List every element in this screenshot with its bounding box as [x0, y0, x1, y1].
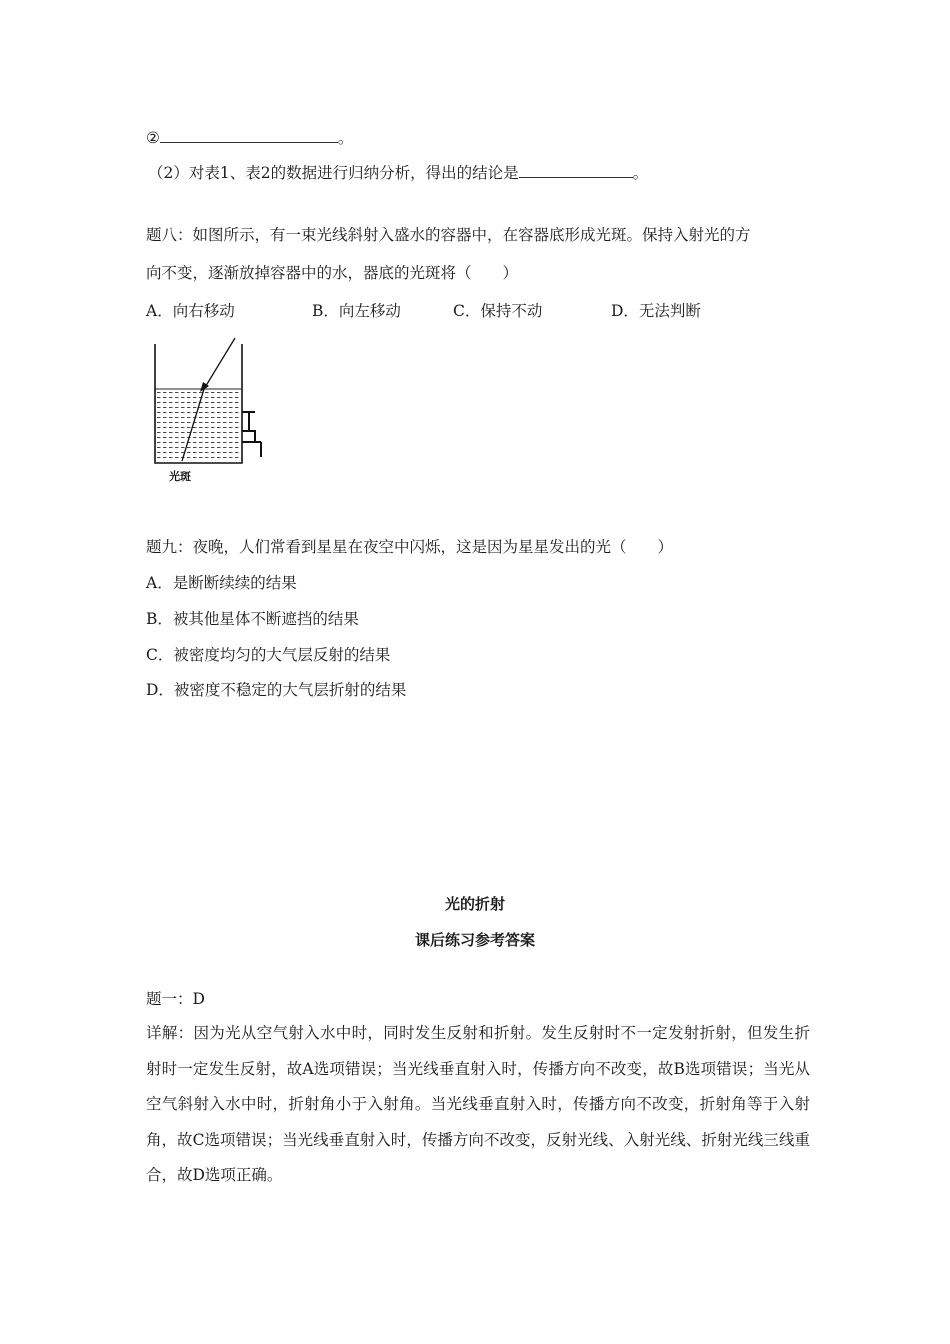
q7-item2-blank: [160, 128, 338, 143]
water-fill: [155, 389, 241, 461]
q7-item2-suffix: 。: [337, 129, 354, 147]
q8-option-d: D．无法判断: [611, 302, 701, 320]
q9-option-d: D．被密度不稳定的大气层折射的结果: [146, 681, 407, 699]
q7-sub2-suffix: 。: [632, 164, 649, 182]
q7-sub2-text: （2）对表1、表2的数据进行归纳分析，得出的结论是: [148, 164, 519, 182]
answers-title: 光的折射: [444, 895, 505, 913]
q7-sub2: [148, 163, 648, 183]
q8-option-c: C．保持不动: [453, 302, 543, 320]
answer-q1-detail: 详解：因为光从空气射入水中时，同时发生反射和折射。发生反射时不一定发射折射，但发生折射时一定发生反射，故A选项错误；当光线垂直射入时，传播方向不改变，故B选项错误；当光从空气斜射入水中时，折射角小于入射角。当光线垂直射入时，传播方向不改变，折射角等于入射角，故C选项错误；当光线垂直射入时，传播方向不改变，反射光线、入射光线、折射光线三线重合，故D选项正确。: [146, 1024, 810, 1184]
q8-option-b: B．向左移动: [312, 302, 401, 320]
drain-tap: [242, 412, 261, 457]
q9-question: 题九：夜晚，人们常看到星星在夜空中闪烁，这是因为星星发出的光（ ）: [146, 538, 674, 556]
q8-figure-label: 光斑: [169, 470, 191, 483]
q9-option-b: B．被其他星体不断遮挡的结果: [146, 610, 359, 628]
q7-item2: [146, 128, 353, 148]
q7-item2-marker: ②: [146, 129, 160, 147]
answers-subtitle: 课后练习参考答案: [414, 931, 535, 949]
q7-sub2-blank: [519, 163, 633, 178]
answer-q1-label: 题一：D: [146, 990, 205, 1008]
incident-ray: [204, 338, 235, 389]
q8-option-a: A．向右移动: [146, 302, 235, 320]
q9-option-a: A．是断断续续的结果: [146, 574, 297, 592]
q8-figure: [145, 330, 275, 485]
q9-option-c: C．被密度均匀的大气层反射的结果: [146, 646, 391, 664]
q8-line2: 向不变，逐渐放掉容器中的水，器底的光斑将（ ）: [146, 264, 519, 282]
q8-line1: 题八：如图所示，有一束光线斜射入盛水的容器中，在容器底形成光斑。保持入射光的方: [146, 226, 751, 244]
